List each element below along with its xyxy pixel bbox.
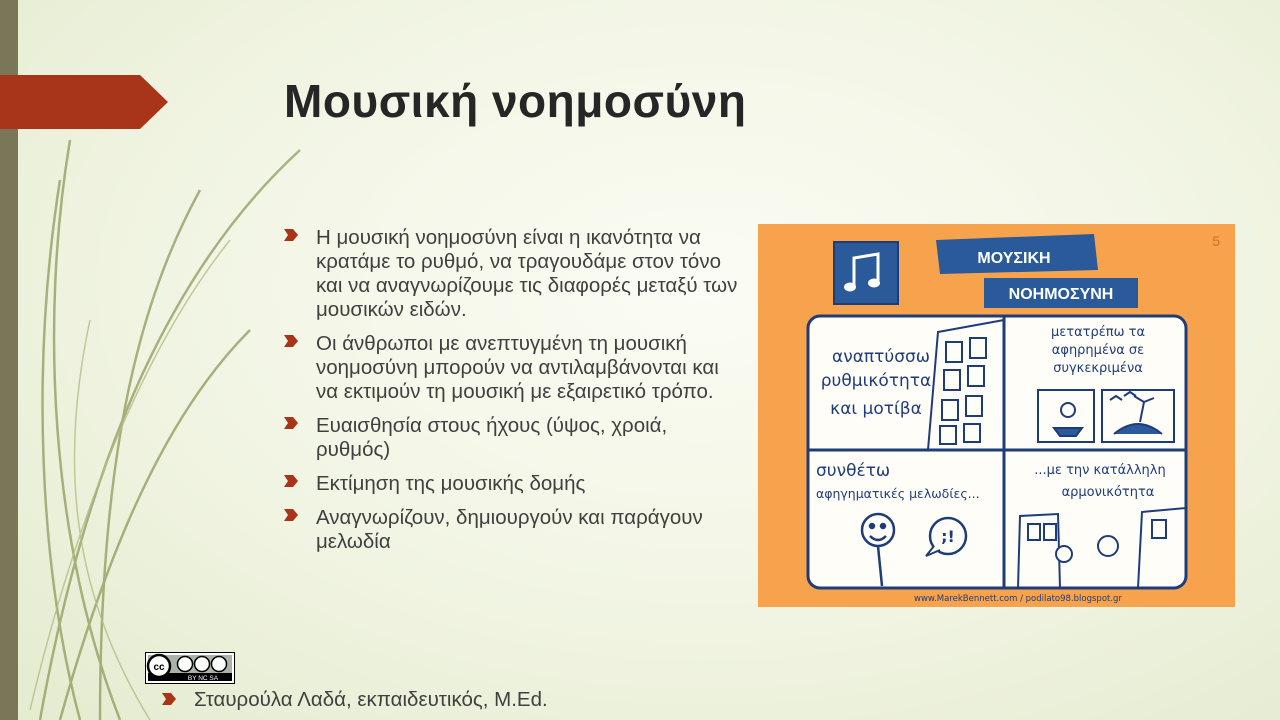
panel-4-line-2: αρμονικότητα <box>1061 485 1155 500</box>
banner-line-2: ΝΟΗΜΟΣΥΝΗ <box>1008 286 1114 303</box>
panel-3-line-1: συνθέτω <box>816 461 891 481</box>
speech-text: ;! <box>941 527 955 546</box>
bullet-list <box>282 226 742 564</box>
image-credit: www.MarekBennett.com / podilato98.blogspot.gr <box>914 594 1122 604</box>
panel-2-line-1: μετατρέπω τα <box>1050 325 1146 340</box>
title-arrow-shape <box>0 75 168 129</box>
panel-2-line-3: συγκεκριμένα <box>1053 361 1143 376</box>
bullet-item <box>282 332 742 404</box>
music-note-icon <box>834 242 898 304</box>
image-page-number: 5 <box>1212 233 1220 249</box>
license-text: BY NC SA <box>187 675 219 682</box>
bullet-text: Η μουσική νοημοσύνη είναι η ικανότητα να κρατάμε το ρυθμό, να τραγουδάμε στον τόνο και να αναγνωρίζουμε τις διαφορές μεταξύ των μουσικών ειδών. <box>316 226 738 321</box>
svg-text:cc: cc <box>153 662 165 673</box>
arrow-bullet-icon <box>284 229 298 241</box>
arrow-bullet-icon <box>162 693 176 705</box>
bullet-item <box>282 414 742 462</box>
panel-3-line-2: αφηγηματικές μελωδίες... <box>816 486 980 501</box>
bullet-text: Ευαισθησία στους ήχους (ύψος, χροιά, ρυθμός) <box>316 414 668 461</box>
panel-2-line-2: αφηρημένα σε <box>1051 343 1145 358</box>
bullet-text: Οι άνθρωποι με ανεπτυγμένη τη μουσική νοημοσύνη μπορούν να αντιλαμβάνονται και να εκτιμούν τη μουσική με εξαιρετικό τρόπο. <box>316 332 719 403</box>
arrow-bullet-icon <box>284 475 298 487</box>
bullet-item <box>282 506 742 554</box>
bullet-item <box>282 472 742 496</box>
slide-title: Μουσική νοημοσύνη <box>284 75 747 127</box>
panel-1-line-2: ρυθμικότητα <box>820 371 932 391</box>
grass-decoration <box>0 120 320 720</box>
author-footer <box>160 688 548 712</box>
creative-commons-badge <box>145 652 235 684</box>
bullet-text: Αναγνωρίζουν, δημιουργούν και παράγουν μελωδία <box>316 506 703 553</box>
bullet-text: Εκτίμηση της μουσικής δομής <box>316 472 586 495</box>
author-text: Σταυρούλα Λαδά, εκπαιδευτικός, M.Ed. <box>194 688 548 711</box>
panel-1-line-3: και μοτίβα <box>830 399 922 419</box>
panel-1-line-1: αναπτύσσω <box>832 347 930 367</box>
arrow-bullet-icon <box>284 417 298 429</box>
comic-illustration <box>758 224 1235 607</box>
bullet-item <box>282 226 742 322</box>
panel-4-line-1: ...με την κατάλληλη <box>1034 463 1166 478</box>
banner-line-1: ΜΟΥΣΙΚΗ <box>977 250 1051 267</box>
arrow-bullet-icon <box>284 335 298 347</box>
arrow-bullet-icon <box>284 509 298 521</box>
